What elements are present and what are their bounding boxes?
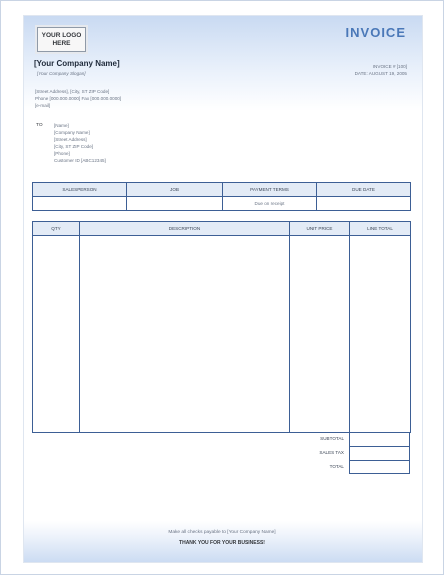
checks-payable-note: Make all checks payable to [Your Company Name]	[168, 530, 276, 535]
terms-header-job: JOB	[127, 183, 223, 197]
recipient-line: [Name]	[54, 123, 69, 128]
terms-job-cell[interactable]	[127, 197, 223, 211]
sender-address	[35, 88, 121, 109]
terms-header-payment-terms: PAYMENT TERMS	[223, 183, 317, 197]
items-line-total-cell[interactable]	[350, 236, 411, 433]
logo-placeholder	[37, 27, 86, 52]
logo-text: YOUR LOGO HERE	[41, 31, 82, 47]
sales-tax-row	[250, 446, 410, 460]
items-table	[32, 221, 411, 433]
company-slogan: [Your Company Slogan]	[37, 71, 86, 76]
sender-line: [e-mail]	[35, 103, 51, 108]
terms-salesperson-cell[interactable]	[33, 197, 127, 211]
terms-row	[33, 197, 411, 211]
items-header-unit-price: UNIT PRICE	[290, 222, 350, 236]
thank-you-note: THANK YOU FOR YOUR BUSINESS!	[179, 540, 265, 546]
sender-line: Phone [000.000.0000] Fax [000.000.0000]	[35, 96, 122, 101]
total-row	[250, 460, 410, 474]
terms-header-salesperson: SALESPERSON	[33, 183, 127, 197]
recipient-address	[54, 122, 106, 164]
totals-section	[250, 432, 410, 474]
items-body-row	[33, 236, 411, 433]
recipient-line: [Street Address]	[54, 137, 87, 142]
sales-tax-label: SALES TAX	[319, 450, 344, 455]
terms-payment-terms-cell[interactable]: Due on receipt	[223, 197, 317, 211]
invoice-number: INVOICE # [100]	[372, 64, 407, 69]
recipient-line: Customer ID [ABC12345]	[54, 158, 106, 163]
items-unit-price-cell[interactable]	[290, 236, 350, 433]
subtotal-label: SUBTOTAL	[320, 436, 344, 441]
company-name: [Your Company Name]	[34, 59, 120, 68]
subtotal-row	[250, 432, 410, 446]
recipient-line: [Company Name]	[54, 130, 90, 135]
items-header-row	[33, 222, 411, 236]
to-label: TO	[36, 123, 43, 128]
terms-due-date-cell[interactable]	[317, 197, 411, 211]
terms-table	[32, 182, 411, 211]
total-label: TOTAL	[329, 464, 344, 469]
terms-header-row	[33, 183, 411, 197]
sales-tax-field[interactable]	[349, 446, 410, 460]
invoice-meta	[355, 63, 407, 77]
items-header-line-total: LINE TOTAL	[350, 222, 411, 236]
terms-header-due-date: DUE DATE	[317, 183, 411, 197]
items-description-cell[interactable]	[80, 236, 290, 433]
invoice-title: INVOICE	[345, 25, 406, 40]
sender-line: [Street Address], [City, ST ZIP Code]	[35, 89, 110, 94]
subtotal-field[interactable]	[349, 432, 410, 446]
recipient-line: [Phone]	[54, 151, 70, 156]
items-header-description: DESCRIPTION	[80, 222, 290, 236]
recipient-line: [City, ST ZIP Code]	[54, 144, 94, 149]
total-field[interactable]	[349, 460, 410, 474]
items-qty-cell[interactable]	[33, 236, 80, 433]
items-header-qty: QTY	[33, 222, 80, 236]
invoice-date: DATE: AUGUST 19, 2005	[354, 71, 407, 76]
